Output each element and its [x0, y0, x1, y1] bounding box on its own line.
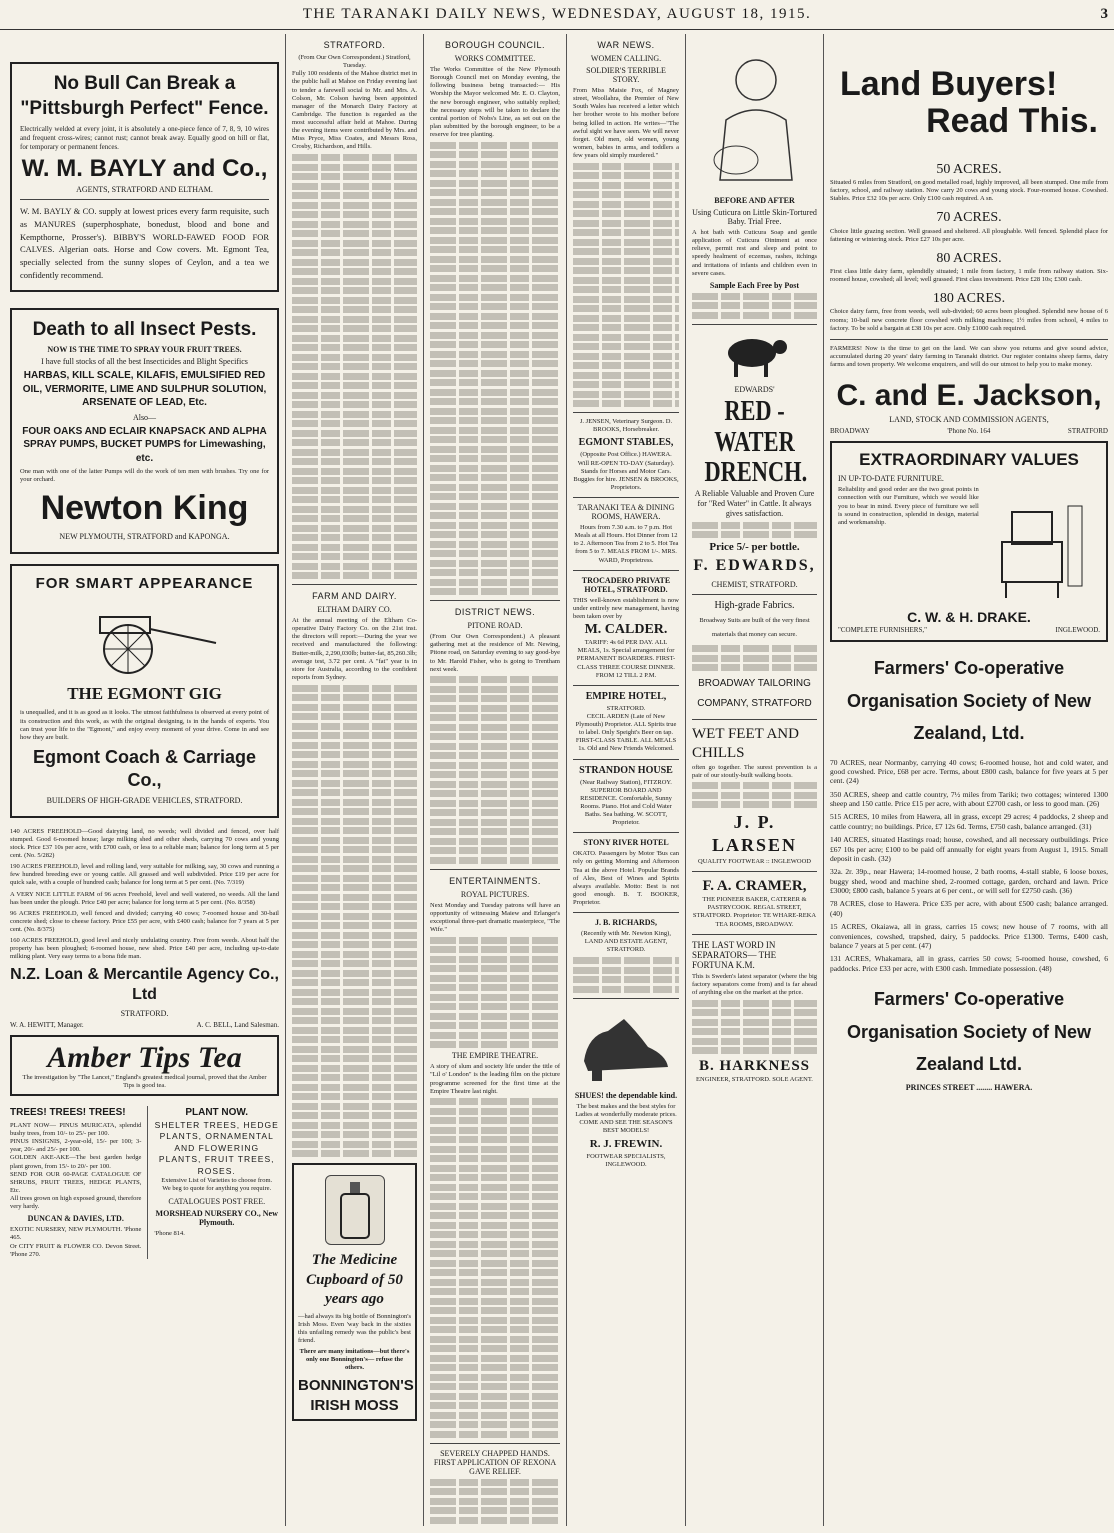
cuticura-headline: BEFORE AND AFTER: [714, 196, 795, 205]
farm-3-text: First class little dairy farm, splendidly situated; 1 mile from factory, 1 mile from railway station. Six-roomed house, cowshed; all level; well grassed. First class investment. Price £28 10s; £300 cash.: [830, 267, 1108, 284]
edwards-label: EDWARDS': [734, 384, 775, 394]
fence-text: Electrically welded at every joint, it is absolutely a one-piece fence of 7, 8, 9, 10 wires and frequent cross-wires; cannot rust; cannot break away. Equally good on hill or flat, for temporary or permanent fences.: [20, 125, 269, 151]
cuticura-text: A hot bath with Cuticura Soap and gentle application of Cuticura Ointment at once relieve, permit rest and sleep and point to speedy healment of eczemas, rashes, itchings and irritations of infants and children even in severe cases.: [692, 229, 817, 277]
drake-firm: C. W. & H. DRAKE.: [907, 609, 1031, 626]
strandon-house: STRANDON HOUSE: [579, 764, 673, 776]
plant-list: SHELTER TREES, HEDGE PLANTS, ORNAMENTAL AND FLOWERING PLANTS, FRUIT TREES, ROSES.: [154, 1119, 279, 1176]
jackson-phone: 'Phone No. 164: [947, 427, 991, 436]
land-buyers-headline: Land Buyers!: [840, 65, 1058, 103]
newton-king-places: NEW PLYMOUTH, STRATFORD and KAPONGA.: [59, 531, 230, 541]
carriage-icon: [70, 599, 220, 677]
medicine-headline: The Medicine Cupboard of 50 years ago: [306, 1252, 403, 1307]
farmers-notice: FARMERS! Now is the time to get on the land. We can show you returns and give sound advice, accumulated during 20 years' dairy farming in Taranaki district. Our register contains sheep farms, dairy farms and town property. We welcome enquirers, and will do our utmost to help you to make money.: [830, 344, 1108, 369]
jackson-broadway: BROADWAY: [830, 427, 870, 436]
coop-ad-4: 140 ACRES, situated Hastings road; house, cowshed, and all necessary outbuildings. Price £67 10s per acre; £100 to be paid off annually for eight years from August 1, 1915. Small deposit in cash. (32): [830, 835, 1108, 863]
drench-text: A Reliable Valuable and Proven Cure for "Red Water" in Cattle. It always gives satisfaction.: [694, 489, 815, 519]
values-sub: IN UP-TO-DATE FURNITURE.: [838, 474, 944, 484]
trees-item-1: PLANT NOW— PINUS MURICATA, splendid bushy trees, from 10/- to 25/- per 100.: [10, 1121, 142, 1138]
egmont-coach-firm: Egmont Coach & Carriage Co.,: [32, 746, 257, 791]
borough-heading: BOROUGH COUNCIL.: [444, 40, 545, 50]
gig-name: THE EGMONT GIG: [67, 684, 222, 704]
royal-pictures-heading: ROYAL PICTURES.: [460, 889, 530, 899]
column-6: [824, 34, 1114, 1526]
bayly-agents: AGENTS, STRATFORD AND ELTHAM.: [76, 185, 213, 195]
eltham-dairy-heading: ELTHAM DAIRY CO.: [317, 605, 392, 614]
egmont-stables-sub: (Opposite Post Office.) HAWERA.: [580, 451, 672, 459]
nz-loan-salesman: A. C. BELL, Land Salesman.: [196, 1021, 279, 1030]
coop-ad-3: 515 ACRES, 10 miles from Hawera, all in grass, except 29 acres; 4 paddocks, 2 sheep and cattle country; no buildings. Price, £7 12s 6d. Terms, £750 cash, balance arranged. (31): [830, 812, 1108, 831]
cramer-text: THE PIONEER BAKER, CATERER & PASTRYCOOK. REGAL STREET, STRATFORD. Proprietor: TE WHARE-REKA TEA ROOMS, BROADWAY.: [692, 896, 817, 928]
wet-feet-text: often go together. The surest prevention is a pair of our stoutly-built walking boots.: [692, 763, 817, 779]
values-headline: EXTRAORDINARY VALUES: [859, 450, 1079, 470]
royal-pictures-text: Next Monday and Tuesday patrons will have an opportunity of witnessing Maiew and Erlanger's exceptional three-part dramatic masterpiece, "The Wife.": [430, 901, 560, 934]
drake-inglewood: INGLEWOOD.: [1055, 626, 1100, 635]
trees-item-3: GOLDEN AKE-AKE—The best garden hedge plant grown, from 15/- to 20/- per 100.: [10, 1154, 142, 1170]
drench-price: Price 5/- per bottle.: [709, 541, 800, 554]
soldier-story-heading: SOLDIER'S TERRIBLE STORY.: [586, 66, 666, 84]
duncan-davies: DUNCAN & DAVIES, LTD.: [27, 1214, 124, 1224]
edwards-chemist: F. EDWARDS,: [693, 557, 816, 575]
column-2: [286, 34, 424, 1526]
fence-headline: No Bull Can Break a: [53, 73, 236, 94]
coop-footer-address: PRINCES STREET ........ HAWERA.: [905, 1083, 1033, 1093]
stratford-text: Fully 100 residents of the Mahoe district met in the public hall at Mahoe on Friday evening last to tender a farewell social to Mr. and Mrs. A. Colson, Mr. Colson having been appointed manager of the Monarch Dairy Factory at Cambridge. The function is regarded as the most successful affair held at Mahoe. During the evening items were contributed by Mrs. and Miss Pryce, Miss Coates, and Messrs Ross, Crosby, Richardson, and Hills.: [292, 70, 417, 151]
pests-headline: Death to all Insect Pests.: [32, 318, 257, 340]
coop-ad-8: 131 ACRES, Whakamara, all in grass, carries 50 cows; 5-roomed house, cowshed, 6 paddocks. Price £33 per acre, with £300 cash. Immediate possession. (48): [830, 954, 1108, 973]
exotic-nursery: EXOTIC NURSERY, NEW PLYMOUTH. 'Phone 465.: [10, 1226, 142, 1242]
harkness-sub: ENGINEER, STRATFORD. SOLE AGENT.: [696, 1076, 813, 1084]
nz-loan-firm: N.Z. Loan & Mercantile Agency Co., Ltd: [10, 965, 279, 1004]
baby-icon: [696, 40, 814, 190]
cow-illustration: [720, 331, 790, 379]
farm-2-acres: 70 ACRES.: [936, 210, 1002, 226]
harkness-name: B. HARKNESS: [698, 1057, 811, 1074]
district-news-heading: DISTRICT NEWS.: [454, 607, 536, 618]
red-water-drench: RED - WATER DRENCH.: [704, 395, 808, 489]
bayly-body: W. M. BAYLY & CO. supply at lowest prices every farm requisite, such as MANURES (superphosphate, bonedust, blood and bone and Kempthorne, Prosser's). BIBBY'S WORLD-FAWED FOOD FOR CALVES. Algerian oats. Horse and Cow covers. Mt. Egmont Tea, specially selected from the sunny slopes of Ceylon, and a tea we confidently recommend.: [20, 206, 269, 280]
pests-now: NOW IS THE TIME TO SPRAY YOUR FRUIT TREES.: [47, 345, 242, 355]
farm-2-text: Choice little grazing section. Well grassed and sheltered. All ploughable. Well fenced. Splendid place for fattening or wintering stock. Price £27 10s per acre.: [830, 227, 1108, 243]
masthead: [0, 0, 1114, 30]
cow-icon: [720, 331, 790, 379]
medicine-tag: There are many imitations—but there's only one Bonnington's— refuse the others.: [299, 1348, 410, 1372]
trees-item-5: All trees grown on high exposed ground, therefore very hardy.: [10, 1195, 142, 1211]
coop-ad-1: 70 ACRES, near Normanby, carrying 40 cows; 6-roomed house, hot and cold water, and good cowshed. Price, £68 per acre. Terms, about £800 cash, balance for five years at 5 per cent. (24): [830, 757, 1108, 786]
fence-ad: [10, 62, 279, 292]
loan-ads: [10, 828, 279, 1029]
shoe-icon: [578, 1005, 674, 1085]
trocadero-text: THIS well-known establishment is now under entirely new management, having been taken over by: [573, 596, 679, 620]
coop-ad-7: 15 ACRES, Okaiawa, all in grass, carries 15 cows; new house of 7 rooms, with all conveniences, cowshed, trapshed, dairy, 5 paddocks. Price £1300. Terms, £400 cash, balance 7 years at 5 per cent. (47): [830, 922, 1108, 950]
bayly-firm: W. M. BAYLY and Co.,: [21, 154, 268, 182]
nursery-ads: [10, 1106, 279, 1258]
armchair-icon: [992, 492, 1092, 602]
read-this-headline: Read This.: [926, 102, 1098, 141]
plant-now: PLANT NOW.: [185, 1107, 249, 1119]
richards-text: (Recently with Mr. Newton King), LAND AND ESTATE AGENT, STRATFORD.: [581, 930, 671, 954]
eltham-dairy-text: At the annual meeting of the Eltham Co-operative Dairy Factory Co. on the 21st inst. the directors will report:—During the year we received and manufactured the following: Butter-milk, 2,290,030lb; butter-fat, 85,260.3lb; average test, 3.72 per cent. A "fat" year is in store for Australia, according to the confident reports from Sydney.: [292, 617, 417, 681]
empire-hotel-sub: STRATFORD.: [606, 704, 646, 712]
larsen-sub: QUALITY FOOTWEAR :: INGLEWOOD: [698, 857, 811, 865]
column-1: [4, 34, 286, 1526]
jackson-firm: C. and E. Jackson,: [836, 379, 1102, 413]
city-fruit: Or CITY FRUIT & FLOWER CO. Devon Street. 'Phone 270.: [10, 1242, 142, 1258]
loan-ad-4: 96 ACRES FREEHOLD, well fenced and divided; carrying 40 cows; 7-roomed house and 30-bail concrete shed; close to cheese factory. Price £55 per acre, with £400 cash; balance for 7 years at 5 per cent. (No. 8/375): [10, 909, 279, 934]
shoe-illustration: [578, 1005, 674, 1085]
frewin-name: R. J. FREWIN.: [589, 1138, 663, 1151]
taranaki-tea-rooms: TARANAKI TEA & DINING ROOMS, HAWERA.: [577, 503, 675, 521]
richards-name: J. B. RICHARDS,: [594, 918, 657, 928]
larsen-name: J. P. LARSEN: [711, 811, 798, 856]
soldier-story-text: From Miss Maisie Fox, of Magney street, Woollahra, the Premier of New South Wales has received a letter which her brother wrote to his mother before being killed in action. He writes—"The awful sight we have seen. We will never forget. Old men, old women, young women, babies in arms, and toddlers a few years old simply murdered.": [573, 87, 679, 159]
furniture-illustration: [985, 492, 1100, 602]
loan-ad-1: 140 ACRES FREEHOLD—Good dairying land, no weeds; well divided and fenced, over half stumped. Good 6-roomed house; large milking shed and other sheds, carrying 70 cows and young stock. Price £37 10s per acre, with £700 cash, or less to a reliable man; balance for long term at 5 per cent. (No. 5/282): [10, 827, 279, 860]
pests-stock: I have full stocks of all the best Insecticides and Blight Specifics: [41, 357, 248, 367]
pests-note: One man with one of the latter Pumps will do the work of ten men with brushes. Try one for your orchard.: [20, 468, 269, 484]
gig-ad: [10, 564, 279, 818]
farm-3-acres: 80 ACRES.: [936, 250, 1002, 266]
pitone-text: (From Our Own Correspondent.) A pleasant gathering met at the residence of Mr. Newing, Pitone road, on Saturday evening to say good-bye to Mr. Harold Fisher, who is going to Trentham next week.: [430, 633, 560, 673]
amber-tips-note: The investigation by "The Lancet," England's greatest medical journal, proved that the Amber Tips is good tea.: [22, 1074, 267, 1090]
plant-ext: Extensive List of Varieties to choose from.: [161, 1177, 273, 1185]
frewin-sub: FOOTWEAR SPECIALISTS, INGLEWOOD.: [586, 1153, 666, 1169]
page-number: 3: [1100, 6, 1108, 22]
gig-text: is unequalled, and it is as good as it looks. The utmost faithfulness is observed at every point of its construction and this work, as with the original designing, is in the hands of experts. You can trust your life to the "Egmont," and enjoy every moment of your drive. Come in and see how they are built.: [20, 709, 269, 741]
pests-ad: [10, 308, 279, 554]
column-3: [424, 34, 567, 1526]
drake-complete: "COMPLETE FURNISHERS,": [838, 626, 927, 635]
trees-headline: TREES! TREES! TREES!: [10, 1107, 126, 1119]
farm-1-text: Situated 6 miles from Stratford, on good metalled road, highly improved, all been stumped. One mile from factory, school, and railway station. Now carry 20 cows and young stock. Four-roomed house. Cowshed. Stables. Price £32 10s per acre. Only £100 cash required. A sn.: [830, 178, 1108, 203]
trees-item-4: SEND FOR OUR 60-PAGE CATALOGUE OF SHRUBS, FRUIT TREES, HEDGE PLANTS, Etc.: [10, 1170, 142, 1194]
stony-river-hotel: STONY RIVER HOTEL: [583, 838, 669, 848]
farm-4-acres: 180 ACRES.: [932, 291, 1006, 307]
war-news-heading: WAR NEWS.: [597, 40, 655, 50]
stony-river-text: OKATO. Passengers by Motor 'Bus can rely on getting Morning and Afternoon Tea at the above Hotel. Popular Brands of Ales, Best of Wines and Spirits always available. Motto: Best is not good enough. B. T. BOOKER, Proprietor.: [573, 850, 679, 907]
vet-line: J. JENSEN, Veterinary Surgeon. D. BROOKS, Horsebreaker.: [579, 418, 673, 434]
gig-headline: FOR SMART APPEARANCE: [35, 574, 254, 592]
loan-ad-5: 160 ACRES FREEHOLD, good level and nicely undulating country. Free from weeds. About half the property has been ploughed; 6-roomed house, new shed. Price £40 per acre, including up-to-date milking plant. Very easy terms to a bona fide man.: [10, 937, 279, 961]
empire-theatre-text: A story of slum and society life under the title of "Lil o' London" is the leading film on the picture programme screened for the first time at the Empire Theatre last night.: [430, 1063, 560, 1095]
column-5: [686, 34, 824, 1526]
farm-dairy-heading: FARM AND DAIRY.: [312, 591, 397, 601]
bonnington-brand: BONNINGTON'S IRISH MOSS: [298, 1377, 414, 1414]
farm-1-acres: 50 ACRES.: [936, 161, 1002, 177]
morshead-nursery: MORSHEAD NURSERY CO., New Plymouth.: [155, 1208, 278, 1227]
cuticura-illustration: [696, 40, 814, 190]
medicine-text: —had always its big bottle of Bonnington's Irish Moss. Even 'way back in the sixties this unfailing remedy was the public's best friend.: [298, 1312, 411, 1344]
coop-ad-2: 350 ACRES, sheep and cattle country, 7½ miles from Tariki; two cottages; wintered 1300 sheep and 150 cattle. Price £15 per acre, with about £2700 cash, or less to good man. (26): [830, 789, 1108, 809]
nz-loan-town: STRATFORD.: [120, 1009, 169, 1019]
strandon-text: (Near Railway Station), FITZROY. SUPERIOR BOARD AND RESIDENCE. Comfortable, Sunny Rooms. Piano. Hot and Cold Water Baths. Sea bathing. W. SCOTT, Proprietor.: [580, 778, 672, 827]
cuticura-sample: Sample Each Free by Post: [709, 280, 800, 290]
egmont-stables-text: Will RE-OPEN TO-DAY (Saturday). Stands for Horses and Motor Cars. Buggies for hire. JENSEN & BROOKS, Proprietors.: [573, 459, 679, 491]
coop-ad-5: 32a. 2r. 39p., near Hawera; 14-roomed house, 2 bath rooms, 4-stall stable, 6 loose boxes, buggy shed, wood and machine shed, 2-roomed cottage, garden, orchard and lawn. Price £3000; £800 cash, balance 5 years at 6 per cent., or will sell for £2750 cash. (36): [830, 867, 1108, 896]
coop-ad-6: 78 ACRES, close to Hawera. Price £35 per acre, with about £500 cash; balance arranged. (40): [830, 899, 1108, 918]
rexona-ad: SEVERELY CHAPPED HANDS. FIRST APPLICATION OF REXONA GAVE RELIEF.: [433, 1448, 557, 1476]
fortuna-text: This is Sweden's latest separator (where the big factory separators come from) and is far ahead of anything else on the market at the price.: [692, 972, 817, 996]
trocadero-tariff: TARIFF: 4s 6d PER DAY. ALL MEALS, 1s. Special arrangement for PERMANENT BOARDERS. FIRST-CLASS THREE COURSE DINNER. FROM 12 TILL 2 P.M.: [576, 639, 676, 679]
shoes-text: The best makes and the best styles for Ladies at wonderfully moderate prices. COME AND SEE THE SEASON'S BEST MODELS!: [575, 1102, 677, 1134]
egmont-stables: EGMONT STABLES,: [578, 437, 674, 449]
amber-tips-brand: Amber Tips Tea: [47, 1041, 242, 1075]
nz-loan-manager: W. A. HEWITT, Manager.: [10, 1021, 84, 1030]
morshead-phone: 'Phone 814.: [154, 1229, 185, 1237]
values-text: Reliability and good order are the two great points in connection with our Furniture, which we would like you to bear in mind. Every piece of furniture we sell is sound in construction, splendid in design, material and workmanship.: [838, 486, 979, 526]
newton-king: Newton King: [40, 489, 249, 528]
cuticura-subheadline: Using Cuticura on Little Skin-Tortured Baby. Trial Free.: [692, 208, 817, 226]
wet-feet-headline: WET FEET AND CHILLS: [692, 725, 799, 762]
plant-quote: We beg to quote for anything you require.: [162, 1185, 272, 1193]
taranaki-tea-text: Hours from 7.30 a.m. to 7 p.m. Hot Meals at all Hours. Hot Dinner from 12 to 2. Afternoon Tea from 2 to 5. Hot Tea from 5 to 7. MEALS FROM 1/-. MRS. WARD, Proprietress.: [573, 524, 679, 564]
pests-pumps: FOUR OAKS AND ECLAIR KNAPSACK AND ALPHA SPRAY PUMPS, BUCKET PUMPS for Limewashing, etc.: [22, 425, 267, 464]
shoes-headline: SHUES! the dependable kind.: [574, 1090, 678, 1100]
calder-name: M. CALDER.: [584, 622, 668, 637]
bottle-icon: [335, 1180, 375, 1240]
broadway-tailoring: BROADWAY TAILORING COMPANY, STRATFORD: [697, 677, 812, 709]
fabrics-headline: High-grade Fabrics.: [714, 599, 795, 611]
stratford-heading: STRATFORD.: [323, 40, 386, 50]
women-calling-heading: WOMEN CALLING.: [590, 54, 662, 63]
newspaper-title: THE TARANAKI DAILY NEWS, WEDNESDAY, AUGUST 18, 1915.: [302, 6, 812, 22]
egmont-coach-builders: BUILDERS OF HIGH-GRADE VEHICLES, STRATFORD.: [46, 795, 243, 805]
works-committee-heading: WORKS COMMITTEE.: [454, 54, 536, 63]
cramer-name: F. A. CRAMER,: [702, 877, 807, 894]
stratford-lead: (From Our Own Correspondent.) Stratford, Tuesday.: [298, 54, 411, 70]
empire-hotel: EMPIRE HOTEL,: [585, 690, 667, 702]
farm-4-text: Choice dairy farm, free from weeds, well sub-divided; 60 acres been ploughed. Splendid new house of 6 rooms; 10-bail new concrete floor cowshed with milking machines; 1½ miles from school, 4 miles to factory. To be sold a bargain at £38 10s per acre. Only £1000 cash required.: [830, 308, 1108, 332]
empire-hotel-text: CECIL ARDEN (Late of New Plymouth) Proprietor. ALL Spirits true to label. Only Speight's Beer on tap. FIRST-CLASS TABLE. ALL MEALS 1s. Old and New Friends Welcomed.: [575, 712, 677, 753]
fence-subheadline: "Pittsburgh Perfect" Fence.: [20, 97, 269, 119]
loan-ad-3: A VERY NICE LITTLE FARM of 96 acres Freehold, level and well watered, no weeds. All the land has been under the plough. Price £40 per acre; balance for long term at 5 per cent. (No. 8/358): [10, 890, 279, 906]
pests-products: HARBAS, KILL SCALE, KILAFIS, EMULSIFIED RED OIL, VERMORITE, LIME AND SULPHUR SOLUTION, ARSENATE OF LEAD, Etc.: [22, 370, 267, 409]
amber-tips-ad: [10, 1035, 279, 1096]
jackson-stratford: STRATFORD: [1067, 427, 1108, 436]
empire-theatre-heading: THE EMPIRE THEATRE.: [451, 1051, 539, 1061]
borough-text: The Works Committee of the New Plymouth Borough Council met on Monday evening, the following business being transacted:— His Worship the Mayor welcomed Mr. E. O. Clayton, the new borough engineer, who suitably replied; the necessary steps will be taken to declare the central portion of Nobs's Line, as set out on the plan submitted by the borough engineer, to be a reserve for tree planting.: [430, 66, 560, 138]
medicine-ad: [292, 1163, 417, 1421]
loan-ad-2: 190 ACRES FREEHOLD, level and rolling land, very suitable for milking, say, 30 cows and running a few hundred breeding ewe or young cattle. All grassed and well subdivided. Price £19 per acre for quick sale, with a couple of hundred cash; balance for long term at 5 per cent. (No. 7/319): [10, 863, 279, 887]
edwards-chemist-sub: CHEMIST, STRATFORD.: [711, 579, 798, 589]
bottle-illustration: [325, 1175, 385, 1245]
fabrics-text: Broadway Suits are built of the very finest materials that money can secure.: [699, 616, 810, 639]
trocadero-hotel: TROCADERO PRIVATE HOTEL, STRATFORD.: [581, 575, 671, 594]
drake-ad: [830, 441, 1108, 642]
trees-item-2: PINUS INSIGNIS, 2-year-old, 15/- per 100; 3-year, 20/- and 25/- per 100.: [10, 1138, 142, 1154]
gig-illustration: [70, 599, 220, 677]
jackson-sub: LAND, STOCK AND COMMISSION AGENTS,: [889, 415, 1049, 425]
coop-footer: Farmers' Co-operative Organisation Society of New Zealand Ltd.: [846, 989, 1092, 1074]
coop-headline: Farmers' Co-operative Organisation Society of New Zealand, Ltd.: [846, 658, 1092, 744]
plant-catalogue: CATALOGUES POST FREE.: [168, 1196, 266, 1206]
column-4: [567, 34, 686, 1526]
pitone-road-heading: PITONE ROAD.: [467, 621, 523, 631]
pests-also: Also—: [132, 412, 157, 422]
fortuna-headline: THE LAST WORD IN SEPARATORS— THE FORTUNA K.M.: [692, 939, 777, 970]
entertainments-heading: ENTERTAINMENTS.: [449, 875, 541, 886]
